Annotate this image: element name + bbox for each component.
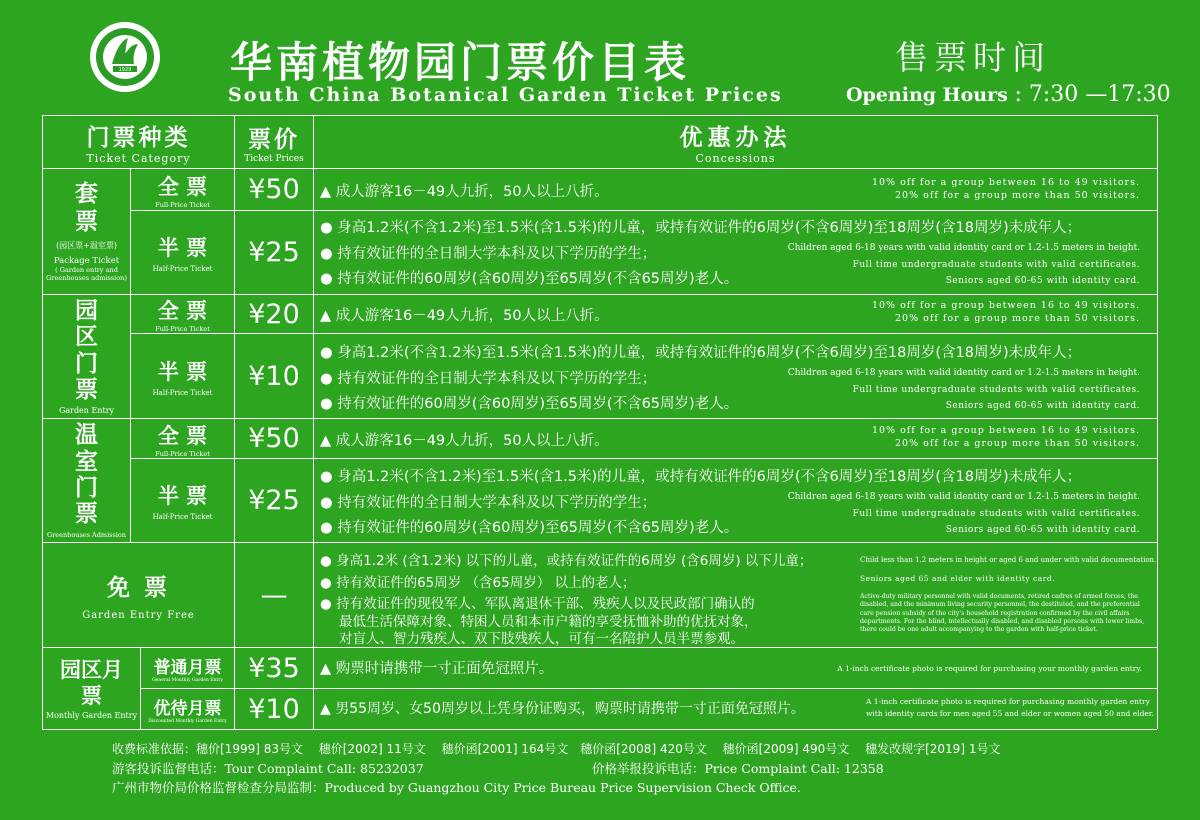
monthly-discount-concession-en2: with identity cards for men aged 55 and elder or women aged 50 and elder. [866,709,1154,718]
greenhouse-half-label: 半 票 Half-Price Ticket [152,484,213,521]
footer-basis: 收费标准依据：穗价[1999] 83号文 穗价[2002] 11号文 穗价函[2001] 164号文 穗价函[2008] 420号文 穗价函[2009] 490号文 穗发改规字[2019] 1号文 [112,742,1001,756]
page-title-en: South China Botanical Garden Ticket Prices [228,84,783,106]
greenhouse-half-concession-en1: Children aged 6-18 years with valid identity card or 1.2-1.5 meters in height. [787,492,1140,502]
garden-category: 园区门票 Garden Entry [58,297,115,416]
free-concession-3b: 最低生活保障对象、特困人员和本市户籍的享受抚恤补助的优抚对象， [339,614,758,630]
package-full-price: ¥50 [248,174,300,205]
header-price: 票价 Ticket Prices [244,126,304,164]
greenhouse-full-label: 全 票 Full-Price Ticket [155,423,210,458]
package-half-concession-3: ● 持有效证件的60周岁(含60周岁)至65周岁(不含65周岁)老人。 [320,271,739,287]
greenhouse-full-price: ¥50 [248,423,300,454]
greenhouse-full-concession-en2: 20% off for a group more than 50 visitors. [895,438,1140,449]
free-concession-en2: Seniors aged 65 and elder with identity card. [860,574,1055,583]
greenhouse-half-concession-2: ● 持有效证件的全日制大学本科及以下学历的学生； [320,495,657,511]
package-half-concession-2: ● 持有效证件的全日制大学本科及以下学历的学生； [320,246,657,262]
greenhouse-half-price: ¥25 [248,485,300,516]
garden-logo [88,20,162,94]
monthly-general-concession: ▲ 购票时请携带一寸正面免冠照片。 [320,661,554,677]
garden-half-concession-3: ● 持有效证件的60周岁(含60周岁)至65周岁(不含65周岁)老人。 [320,396,739,412]
monthly-general-price: ¥35 [248,652,300,684]
garden-full-concession: ▲ 成人游客16－49人九折，50人以上八折。 [320,308,609,324]
package-full-concession-en1: 10% off for a group between 16 to 49 visitors. [871,177,1140,188]
package-full-concession-en2: 20% off for a group more than 50 visitors. [895,190,1140,201]
greenhouse-half-concession-1: ● 身高1.2米(不含1.2米)至1.5米(含1.5米)的儿童，或持有效证件的6周岁(不含6周岁)至18周岁(含18周岁)未成年人； [320,469,1082,485]
garden-full-label: 全 票 Full-Price Ticket [155,299,210,333]
monthly-discount-label: 优待月票 Discounted Monthly Garden Entry [148,699,227,724]
free-category: 免 票 Garden Entry Free [82,575,195,621]
garden-half-concession-en2: Full time undergraduate students with valid certificates. [852,385,1140,395]
package-half-concession-en3: Seniors aged 60-65 with identity card. [945,276,1140,286]
opening-hours: Opening Hours : 7:30 —17:30 [846,82,1171,107]
free-concession-en3: Active-duty military personnel with valid documents, retired cadres of armed forces, the disabled, and the minimum living security personnel, the destituted, and the preferential care pension subsidy of the city's household registration confirmed by the civil affairs departments. For the blind, intellectually disabled, and disabled persons with lower limbs, there could be one adult accompanying to the garden with half-price ticket. [860,593,1145,634]
page-title: 华南植物园门票价目表 [230,38,691,87]
opening-hours-title: 售票时间 [895,38,1051,77]
free-price: — [260,579,288,611]
package-full-concession: ▲ 成人游客16－49人九折，50人以上八折。 [320,184,609,200]
greenhouse-half-concession-en3: Seniors aged 60-65 with identity card. [945,525,1140,535]
garden-half-concession-1: ● 身高1.2米(不含1.2米)至1.5米(含1.5米)的儿童，或持有效证件的6周岁(不含6周岁)至18周岁(含18周岁)未成年人； [320,345,1082,361]
free-concession-3c: 对盲人、智力残疾人、双下肢残疾人，可有一名陪护人员半票参观。 [339,631,744,647]
monthly-general-label: 普通月票 General Monthly Garden Entry [152,658,223,683]
header-concessions: 优惠办法 Concessions [679,125,792,165]
package-half-concession-en1: Children aged 6-18 years with valid identity card or 1.2-1.5 meters in height. [787,243,1140,253]
garden-half-concession-2: ● 持有效证件的全日制大学本科及以下学历的学生； [320,371,657,387]
garden-full-concession-en2: 20% off for a group more than 50 visitors. [895,313,1140,324]
garden-half-price: ¥10 [248,360,300,392]
footer-tour-complaint: 游客投诉监督电话：Tour Complaint Call: 85232037 [112,761,424,776]
monthly-discount-concession-en1: A 1-inch certificate photo is required for purchasing monthly garden entry [866,697,1150,706]
greenhouse-full-concession-en1: 10% off for a group between 16 to 49 visitors. [871,425,1140,436]
garden-half-concession-en1: Children aged 6-18 years with valid identity card or 1.2-1.5 meters in height. [787,368,1140,378]
package-half-price: ¥25 [248,237,300,268]
free-concession-2: ● 持有效证件的65周岁 （含65周岁） 以上的老人； [320,575,636,591]
monthly-category: 园区月票 Monthly Garden Entry [45,657,138,721]
greenhouse-full-concession: ▲ 成人游客16－49人九折，50人以上八折。 [320,433,609,449]
garden-half-label: 半 票 Half-Price Ticket [152,359,213,397]
footer-supervision: 广州市物价局价格监督检查分局监制：Produced by Guangzhou City Price Bureau Price Supervision Check Office. [112,780,801,795]
monthly-discount-concession: ▲ 男55周岁、女50周岁以上凭身份证购买，购票时请携带一寸正面免冠照片。 [320,701,805,717]
free-concession-en1: Child less than 1.2 meters in height or aged 6 and under with valid documentation. [860,556,1157,564]
package-full-label: 全 票 Full-Price Ticket [155,174,210,209]
greenhouse-half-concession-3: ● 持有效证件的60周岁(含60周岁)至65周岁(不含65周岁)老人。 [320,520,739,536]
header-category: 门票种类 Ticket Category [86,125,191,165]
package-category: 套票 (园区票+温室票) Package Ticket ( Garden entry and Greenhouses admission) [46,180,127,283]
svg-text:1929: 1929 [118,67,132,73]
monthly-discount-price: ¥10 [248,693,300,725]
garden-full-concession-en1: 10% off for a group between 16 to 49 visitors. [871,300,1140,311]
free-concession-1: ● 身高1.2米 (含1.2米) 以下的儿童，或持有效证件的6周岁 (含6周岁) 以下儿童； [320,553,813,569]
package-half-label: 半 票 Half-Price Ticket [152,236,213,273]
greenhouse-half-concession-en2: Full time undergraduate students with valid certificates. [852,509,1140,519]
garden-full-price: ¥20 [248,298,300,330]
greenhouse-category: 温室门票 Greenhouses Admission [47,422,126,539]
free-concession-3a: ● 持有效证件的现役军人、军队离退休干部、残疾人以及民政部门确认的 [320,596,755,612]
monthly-general-concession-en: A 1-inch certificate photo is required for purchasing your monthly garden entry. [837,664,1142,673]
footer-price-complaint: 价格举报投诉电话：Price Complaint Call: 12358 [592,761,884,776]
garden-half-concession-en3: Seniors aged 60-65 with identity card. [945,401,1140,411]
package-half-concession-1: ● 身高1.2米(不含1.2米)至1.5米(含1.5米)的儿童，或持有效证件的6周岁(不含6周岁)至18周岁(含18周岁)未成年人； [320,220,1082,236]
package-half-concession-en2: Full time undergraduate students with valid certificates. [852,260,1140,270]
